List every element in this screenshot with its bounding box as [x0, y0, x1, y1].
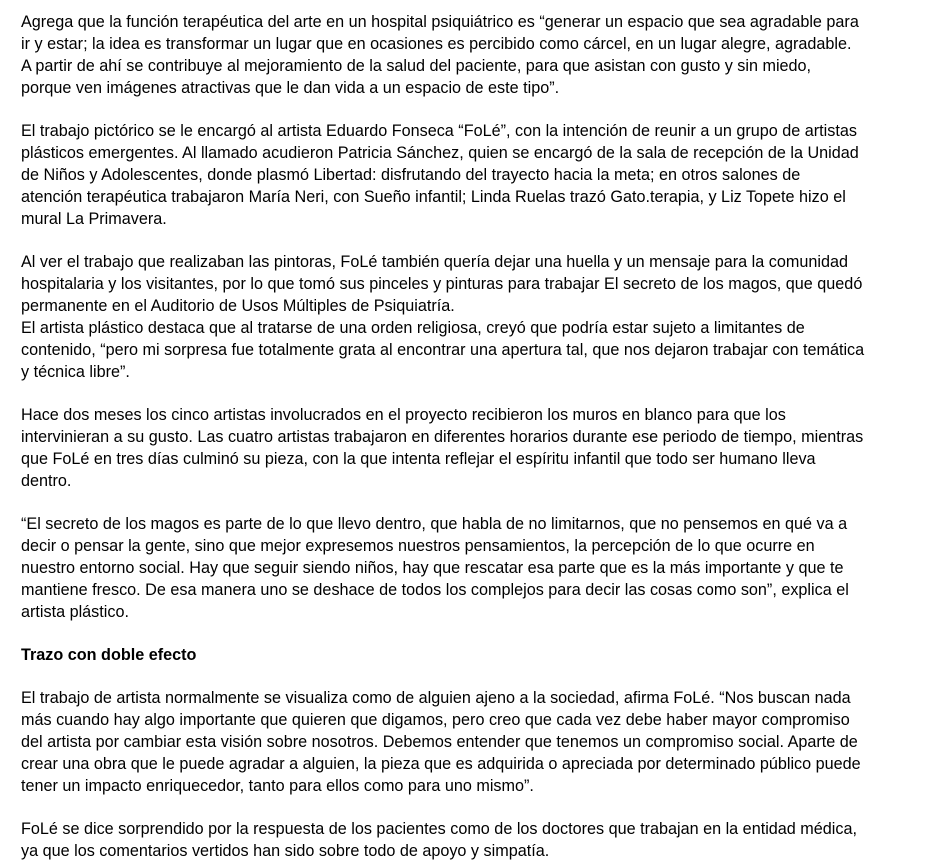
paragraph-6-line-2: decir o pensar la gente, sino que mejor expresemos nuestros pensamientos, la percepción de lo que ocurre en [21, 537, 815, 555]
paragraph-7-line-1: El trabajo de artista normalmente se visualiza como de alguien ajeno a la sociedad, afirma FoLé. “Nos buscan nada [21, 689, 851, 707]
paragraph-3-line-2: hospitalaria y los visitantes, por lo que tomó sus pinceles y pinturas para trabajar El secreto de los magos, que quedó [21, 275, 863, 293]
paragraph-7-line-2: más cuando hay algo importante que quieren que digamos, pero creo que cada vez debe haber mayor compromiso [21, 711, 850, 729]
paragraph-2-line-3: de Niños y Adolescentes, donde plasmó Libertad: disfrutando del trayecto hacia la meta; en otros salones de [21, 166, 801, 184]
paragraph-4-line-2: contenido, “pero mi sorpresa fue totalmente grata al encontrar una apertura tal, que nos dejaron trabajar con temática [21, 341, 865, 359]
paragraph-6-line-3: nuestro entorno social. Hay que seguir siendo niños, hay que rescatar esa parte que es la más importante y que te [21, 559, 844, 577]
paragraph-6-line-5: artista plástico. [21, 603, 129, 621]
paragraph-2-line-1: El trabajo pictórico se le encargó al artista Eduardo Fonseca “FoLé”, con la intención de reunir a un grupo de artistas [21, 122, 857, 140]
paragraph-5-line-3: que FoLé en tres días culminó su pieza, con la que intenta reflejar el espíritu infantil que todo ser humano lleva [21, 450, 816, 468]
paragraph-2-line-5: mural La Primavera. [21, 210, 167, 228]
paragraph-6-line-1: “El secreto de los magos es parte de lo que llevo dentro, que habla de no limitarnos, que no pensemos en qué va a [21, 515, 848, 533]
paragraph-1-line-3: A partir de ahí se contribuye al mejoramiento de la salud del paciente, para que asistan con gusto y sin miedo, [21, 57, 812, 75]
paragraph-7-line-3: del artista por cambiar esta visión sobre nosotros. Debemos entender que tenemos un compromiso social. Aparte de [21, 733, 858, 751]
paragraph-6-line-4: mantiene fresco. De esa manera uno se deshace de todos los complejos para decir las cosas como son”, explica el [21, 581, 849, 599]
paragraph-2-line-2: plásticos emergentes. Al llamado acudieron Patricia Sánchez, quien se encargó de la sala de recepción de la Unidad [21, 144, 859, 162]
paragraph-3-line-3: permanente en el Auditorio de Usos Múltiples de Psiquiatría. [21, 297, 455, 315]
paragraph-1-line-2: ir y estar; la idea es transformar un lugar que en ocasiones es percibido como cárcel, en un lugar alegre, agradable. [21, 35, 852, 53]
section-heading: Trazo con doble efecto [21, 646, 197, 664]
paragraph-8-line-1: FoLé se dice sorprendido por la respuesta de los pacientes como de los doctores que trabajan en la entidad médica, [21, 820, 857, 838]
paragraph-1-line-4: porque ven imágenes atractivas que le dan vida a un espacio de este tipo”. [21, 79, 560, 97]
paragraph-4-line-1: El artista plástico destaca que al tratarse de una orden religiosa, creyó que podría estar sujeto a limitantes de [21, 319, 805, 337]
paragraph-7-line-4: crear una obra que le puede agradar a alguien, la pieza que es adquirida o apreciada por determinado público puede [21, 755, 861, 773]
paragraph-5-line-2: intervinieran a su gusto. Las cuatro artistas trabajaron en diferentes horarios durante ese periodo de tiempo, mientras [21, 428, 864, 446]
paragraph-4-line-3: y técnica libre”. [21, 363, 130, 381]
paragraph-5-line-4: dentro. [21, 472, 72, 490]
paragraph-3-line-1: Al ver el trabajo que realizaban las pintoras, FoLé también quería dejar una huella y un mensaje para la comunidad [21, 253, 848, 271]
paragraph-7-line-5: tener un impacto enriquecedor, tanto para ellos como para uno mismo”. [21, 777, 534, 795]
paragraph-5-line-1: Hace dos meses los cinco artistas involucrados en el proyecto recibieron los muros en blanco para que los [21, 406, 786, 424]
paragraph-2-line-4: atención terapéutica trabajaron María Neri, con Sueño infantil; Linda Ruelas trazó Gato.terapia, y Liz Topete hizo el [21, 188, 846, 206]
paragraph-1-line-1: Agrega que la función terapéutica del arte en un hospital psiquiátrico es “generar un espacio que sea agradable para [21, 13, 859, 31]
paragraph-8-line-2: ya que los comentarios vertidos han sido sobre todo de apoyo y simpatía. [21, 842, 550, 860]
